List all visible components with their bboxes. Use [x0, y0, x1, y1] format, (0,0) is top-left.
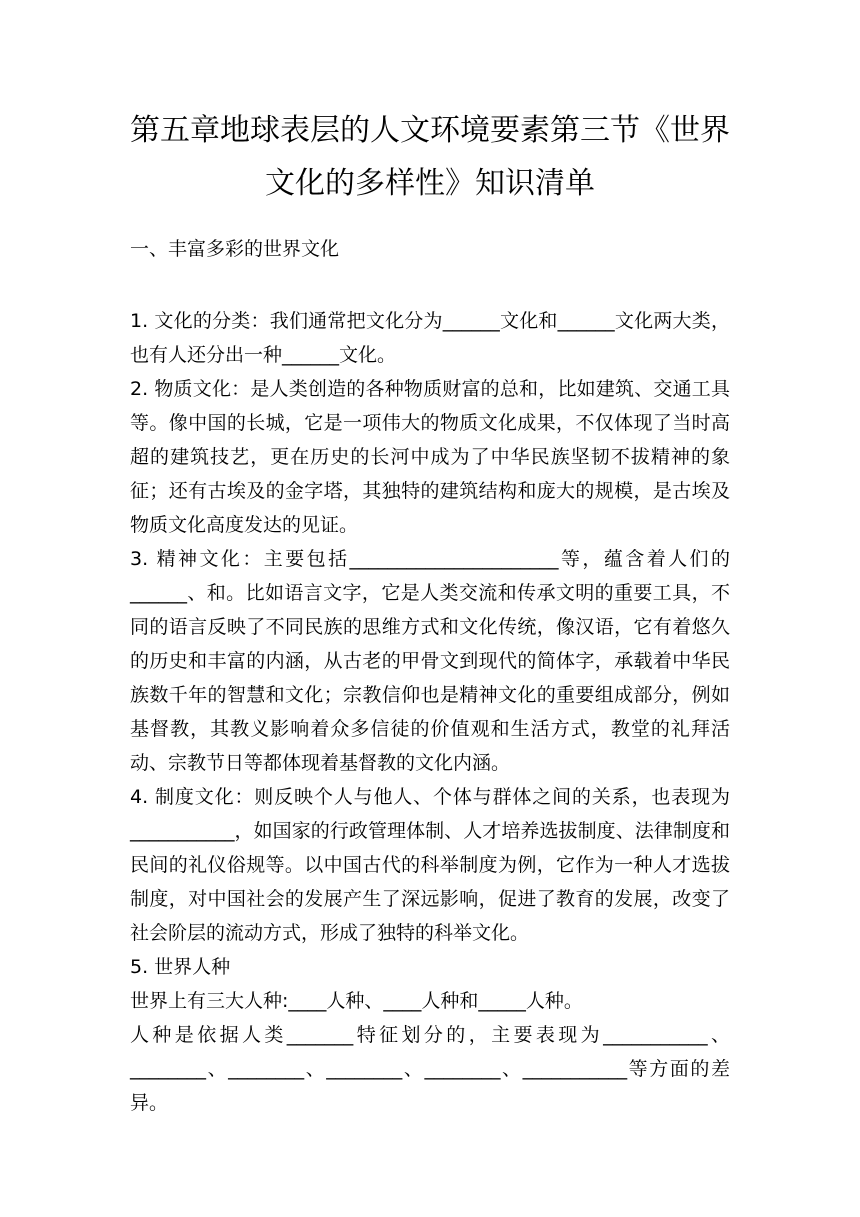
paragraph-race-features: 人种是依据人类_______特征划分的，主要表现为___________、________、________、________、________、___________等方面的差异。	[130, 1024, 730, 1114]
paragraph-material-culture: 2. 物质文化：是人类创造的各种物质财富的总和，比如建筑、交通工具等。像中国的长城，它是一项伟大的物质文化成果，不仅体现了当时高超的建筑技艺，更在历史的长河中成为了中华民族坚韧不拔精神的象征；还有古埃及的金字塔，其独特的建筑结构和庞大的规模，是古埃及物质文化高度发达的见证。	[130, 378, 730, 536]
paragraph-spiritual-culture: 3. 精神文化：主要包括______________________等，蕴含着人们的______、和。比如语言文字，它是人类交流和传承文明的重要工具，不同的语言反映了不同民族的思维方式和文化传统，像汉语，它有着悠久的历史和丰富的内涵，从古老的甲骨文到现代的简体字，承载着中华民族数千年的智慧和文化；宗教信仰也是精神文化的重要组成部分，例如基督教，其教义影响着众多信徒的价值观和生活方式，教堂的礼拜活动、宗教节日等都体现着基督教的文化内涵。	[130, 548, 730, 774]
paragraph-institutional-culture: 4. 制度文化：则反映个人与他人、个体与群体之间的关系，也表现为___________，如国家的行政管理体制、人才培养选拔制度、法律制度和民间的礼仪俗规等。以中国古代的科举制度为例，它作为一种人才选拔制度，对中国社会的发展产生了深远影响，促进了教育的发展，改变了社会阶层的流动方式，形成了独特的科举文化。	[130, 786, 730, 944]
paragraph-three-races: 世界上有三大人种:____人种、____人种和_____人种。	[130, 990, 583, 1012]
paragraph-world-races-heading: 5. 世界人种	[130, 956, 231, 978]
document-body	[130, 304, 730, 1120]
document-title: 第五章地球表层的人文环境要素第三节《世界文化的多样性》知识清单	[130, 113, 730, 201]
section-heading: 一、丰富多彩的世界文化	[130, 238, 340, 260]
document-page	[130, 0, 730, 1120]
paragraph-culture-classification: 1. 文化的分类：我们通常把文化分为______文化和______文化两大类，也有人还分出一种______文化。	[130, 310, 730, 366]
